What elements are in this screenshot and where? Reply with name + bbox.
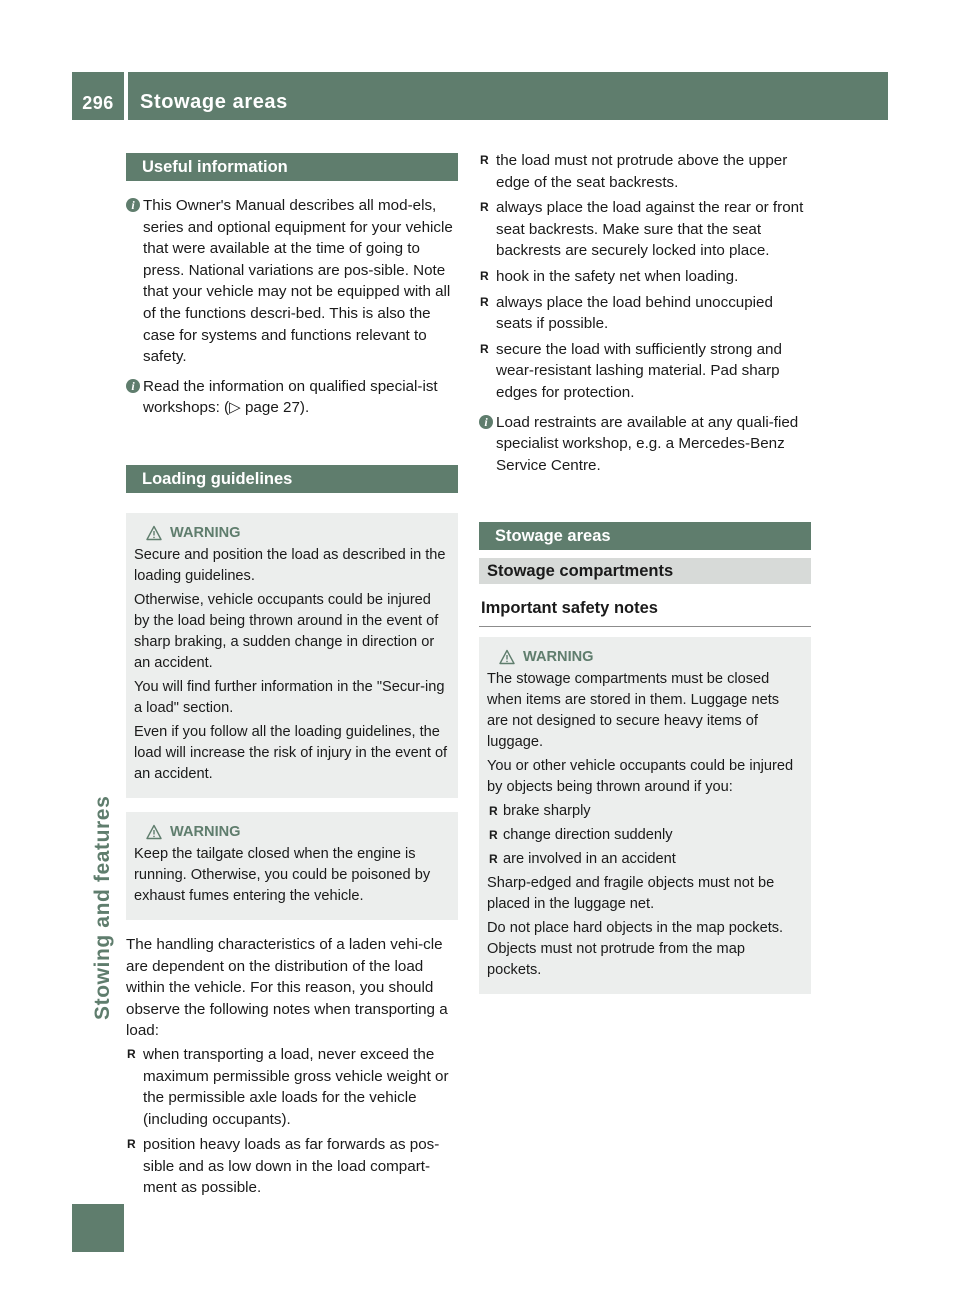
info-icon: i (479, 415, 493, 429)
warning-box (479, 637, 811, 994)
loading-guidelines-heading: Loading guidelines (126, 465, 458, 493)
info-note (126, 195, 458, 368)
list-item: R always place the load behind unoccupied seats if possible. (479, 292, 811, 335)
warning-text: Sharp-edged and fragile objects must not be placed in the luggage net. (487, 874, 775, 912)
info-icon: i (126, 379, 140, 393)
warning-box (126, 812, 458, 920)
header-bar (128, 72, 888, 120)
list-item: R when transporting a load, never exceed the maximum permissible gross vehicle weight or the permissible axle loads for the vehicle (including occupants). (126, 1044, 458, 1130)
info-note (126, 376, 458, 419)
warning-title-text: WARNING (170, 823, 241, 840)
list-item: R position heavy loads as far forwards as pos-sible and as low down in the load compart-ment as possible. (126, 1134, 458, 1199)
warning-triangle-icon (146, 824, 162, 840)
side-tab-marker (72, 1204, 124, 1252)
list-item: R secure the load with sufficiently strong and wear-resistant lashing material. Pad sharp edges for protection. (479, 339, 811, 404)
info-note (479, 412, 811, 477)
list-item: R always place the load against the rear or front seat backrests. Make sure that the seat backrests are securely locked into place. (479, 197, 811, 262)
warning-triangle-icon (499, 649, 515, 665)
important-safety-notes-heading: Important safety notes (479, 584, 811, 627)
info-icon: i (126, 198, 140, 212)
warning-box (126, 513, 458, 798)
side-tab-label: Stowing and features (91, 795, 114, 1020)
page-title: Stowage areas (140, 91, 288, 113)
list-item: R the load must not protrude above the upper edge of the seat backrests. (479, 150, 811, 193)
warning-text: Do not place hard objects in the map pockets. Objects must not protrude from the map pockets. (487, 919, 784, 978)
warning-title-text: WARNING (170, 524, 241, 541)
stowage-compartments-heading: Stowage compartments (479, 558, 811, 584)
warning-title (134, 822, 450, 843)
warning-title (134, 523, 450, 544)
warning-list-item: R brake sharply (487, 801, 803, 822)
warning-text: The stowage compartments must be closed when items are stored in them. Luggage nets are not designed to secure heavy items of luggage. (487, 670, 780, 750)
warning-triangle-icon (146, 525, 162, 541)
warning-text: Secure and position the load as described in the loading guidelines. (134, 546, 446, 584)
body-paragraph: The handling characteristics of a laden vehi-cle are dependent on the distribution of the load within the vehicle. For this reason, you should observe the following notes when transporting a load: (126, 935, 448, 1040)
info-note-text: Load restraints are available at any quali-fied specialist workshop, e.g. a Mercedes-Benz Service Centre. (496, 413, 799, 474)
warning-text: Keep the tailgate closed when the engine is running. Otherwise, you could be poisoned by exhaust fumes entering the vehicle. (134, 845, 431, 904)
warning-list-item: R change direction suddenly (487, 825, 803, 846)
useful-information-heading: Useful information (126, 153, 458, 181)
warning-text: You or other vehicle occupants could be injured by objects being thrown around if you: (487, 757, 794, 795)
stowage-areas-heading: Stowage areas (479, 522, 811, 550)
warning-text: You will find further information in the "Secur-ing a load" section. (134, 678, 445, 716)
info-note-text: Read the information on qualified special-ist workshops: (▷ page 27). (143, 377, 438, 417)
page-number: 296 (82, 93, 114, 113)
right-column (479, 150, 811, 1008)
list-item: R hook in the safety net when loading. (479, 266, 811, 288)
warning-title (487, 647, 803, 668)
page-number-box (72, 72, 124, 120)
warning-text: Even if you follow all the loading guidelines, the load will increase the risk of injury in the event of an accident. (134, 723, 448, 782)
warning-list-item: R are involved in an accident (487, 849, 803, 870)
info-note-text: This Owner's Manual describes all mod-els, series and optional equipment for your vehicle that were available at the time of going to press. National variations are pos-sible. Note that your vehicle may not be equipped with all of the functions descri-bed. This is also the case for systems and functions relevant to safety. (143, 197, 453, 366)
warning-title-text: WARNING (523, 648, 594, 665)
warning-text: Otherwise, vehicle occupants could be injured by the load being thrown around in the event of sharp braking, a sudden change in direction or an accident. (134, 591, 439, 671)
left-column (126, 150, 458, 1203)
